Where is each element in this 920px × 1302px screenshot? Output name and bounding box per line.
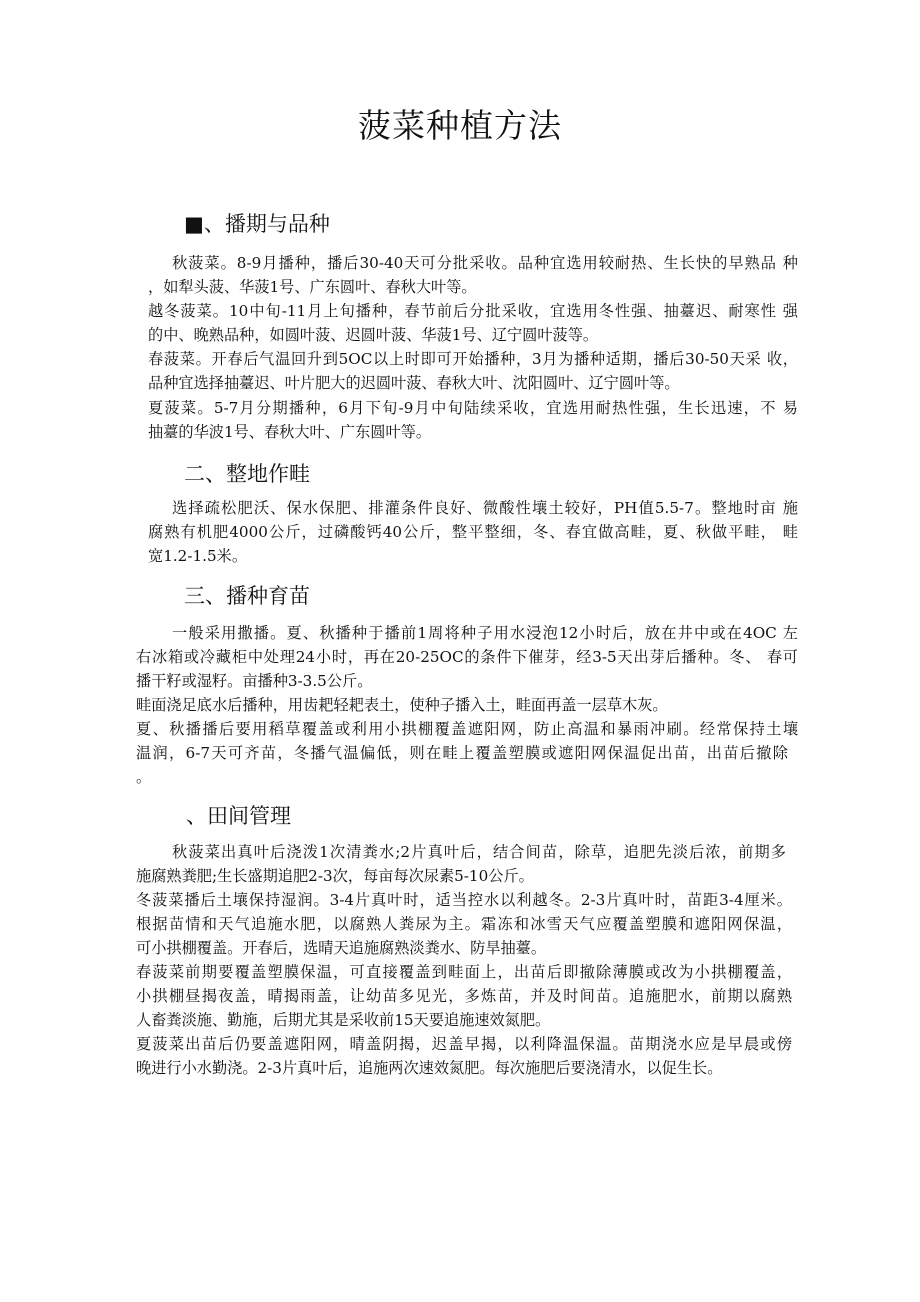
- text-line: 施腐熟粪肥;生长盛期追肥2-3次，每亩每次尿素5-10公斤。: [136, 867, 534, 885]
- text-line: 冬菠菜播后土壤保持湿润。3-4片真叶时，适当控水以利越冬。2-3片真叶时，苗距3-4厘米。: [136, 891, 792, 909]
- text-line: 越冬菠菜。10中旬-11月上旬播种，春节前后分批采收，宜选用冬性强、抽薹迟、耐寒性 强: [148, 302, 798, 320]
- page-title: 菠菜种植方法: [358, 106, 562, 145]
- text-line: 宽1.2-1.5米。: [148, 547, 248, 565]
- text-line: 选择疏松肥沃、保水保肥、排灌条件良好、微酸性壤土较好，PH值5.5-7。整地时亩 施: [172, 499, 798, 517]
- text-line: 春菠菜。开春后气温回升到5OC以上时即可开始播种，3月为播种适期，播后30-50天采 收，: [148, 350, 798, 368]
- text-line: 品种宜选择抽薹迟、叶片肥大的迟圆叶菠、春秋大叶、沈阳圆叶、辽宁圆叶等。: [148, 374, 680, 392]
- text-line: 秋菠菜。8-9月播种，播后30-40天可分批采收。品种宜选用较耐热、生长快的早熟品 种: [172, 254, 798, 272]
- text-line: 根据苗情和天气追施水肥，以腐熟人粪尿为主。霜冻和冰雪天气应覆盖塑膜和遮阳网保温，: [136, 915, 792, 933]
- text-line: 小拱棚昼揭夜盖，晴揭雨盖，让幼苗多见光，多炼苗，并及时间苗。追施肥水，前期以腐熟: [136, 987, 792, 1005]
- section-heading: 二、整地作畦: [184, 462, 310, 486]
- text-line: 晚进行小水勤浇。2-3片真叶后，追施两次速效氮肥。每次施肥后要浇清水，以促生长。: [136, 1059, 723, 1077]
- section-heading: 、田间管理: [186, 804, 291, 828]
- text-line: 。: [136, 768, 152, 786]
- text-line: 畦面浇足底水后播种，用齿耙轻耙表土，使种子播入土，畦面再盖一层草木灰。: [136, 696, 668, 714]
- text-line: 可小拱棚覆盖。开春后，选晴天追施腐熟淡粪水、防旱抽薹。: [136, 939, 547, 957]
- text-line: 播干籽或湿籽。亩播种3-3.5公斤。: [136, 672, 373, 690]
- text-line: 春菠菜前期要覆盖塑膜保温，可直接覆盖到畦面上，出苗后即撤除薄膜或改为小拱棚覆盖，: [136, 963, 792, 981]
- text-line: ，如犁头菠、华菠1号、广东圆叶、春秋大叶等。: [148, 278, 477, 296]
- text-line: 夏菠菜出苗后仍要盖遮阳网，晴盖阴揭，迟盖早揭，以利降温保温。苗期浇水应是早晨或傍: [136, 1035, 792, 1053]
- text-line: 抽薹的华波1号、春秋大叶、广东圆叶等。: [148, 423, 432, 441]
- text-line: 腐熟有机肥4000公斤，过磷酸钙40公斤，整平整细，冬、春宜做高畦，夏、秋做平畦， 畦: [148, 523, 798, 541]
- text-line: 人畜粪淡施、勤施，后期尤其是采收前15天要追施速效氮肥。: [136, 1011, 551, 1029]
- text-line: 秋菠菜出真叶后浇泼1次清粪水;2片真叶后，结合间苗，除草，追肥先淡后浓，前期多: [172, 843, 786, 861]
- text-line: 夏、秋播播后要用稻草覆盖或利用小拱棚覆盖遮阳网，防止高温和暴雨冲刷。经常保持土壤: [136, 720, 798, 738]
- text-line: 的中、晚熟品种，如圆叶菠、迟圆叶菠、华菠1号、辽宁圆叶菠等。: [148, 326, 599, 344]
- text-line: 一般采用撒播。夏、秋播种于播前1周将种子用水浸泡12小时后，放在井中或在4OC 左: [172, 624, 798, 642]
- text-line: 夏菠菜。5-7月分期播种，6月下旬-9月中旬陆续采收，宜选用耐热性强，生长迅速，不 易: [148, 399, 798, 417]
- section-heading: 三、播种育苗: [184, 584, 310, 608]
- text-line: 温润，6-7天可齐苗，冬播气温偏低，则在畦上覆盖塑膜或遮阳网保温促出苗，出苗后撤除: [136, 744, 788, 762]
- text-line: 右冰箱或冷藏柜中处理24小时，再在20-25OC的条件下催芽，经3-5天出芽后播种。冬、 春可: [136, 648, 798, 666]
- section-heading: ■、播期与品种: [184, 212, 330, 236]
